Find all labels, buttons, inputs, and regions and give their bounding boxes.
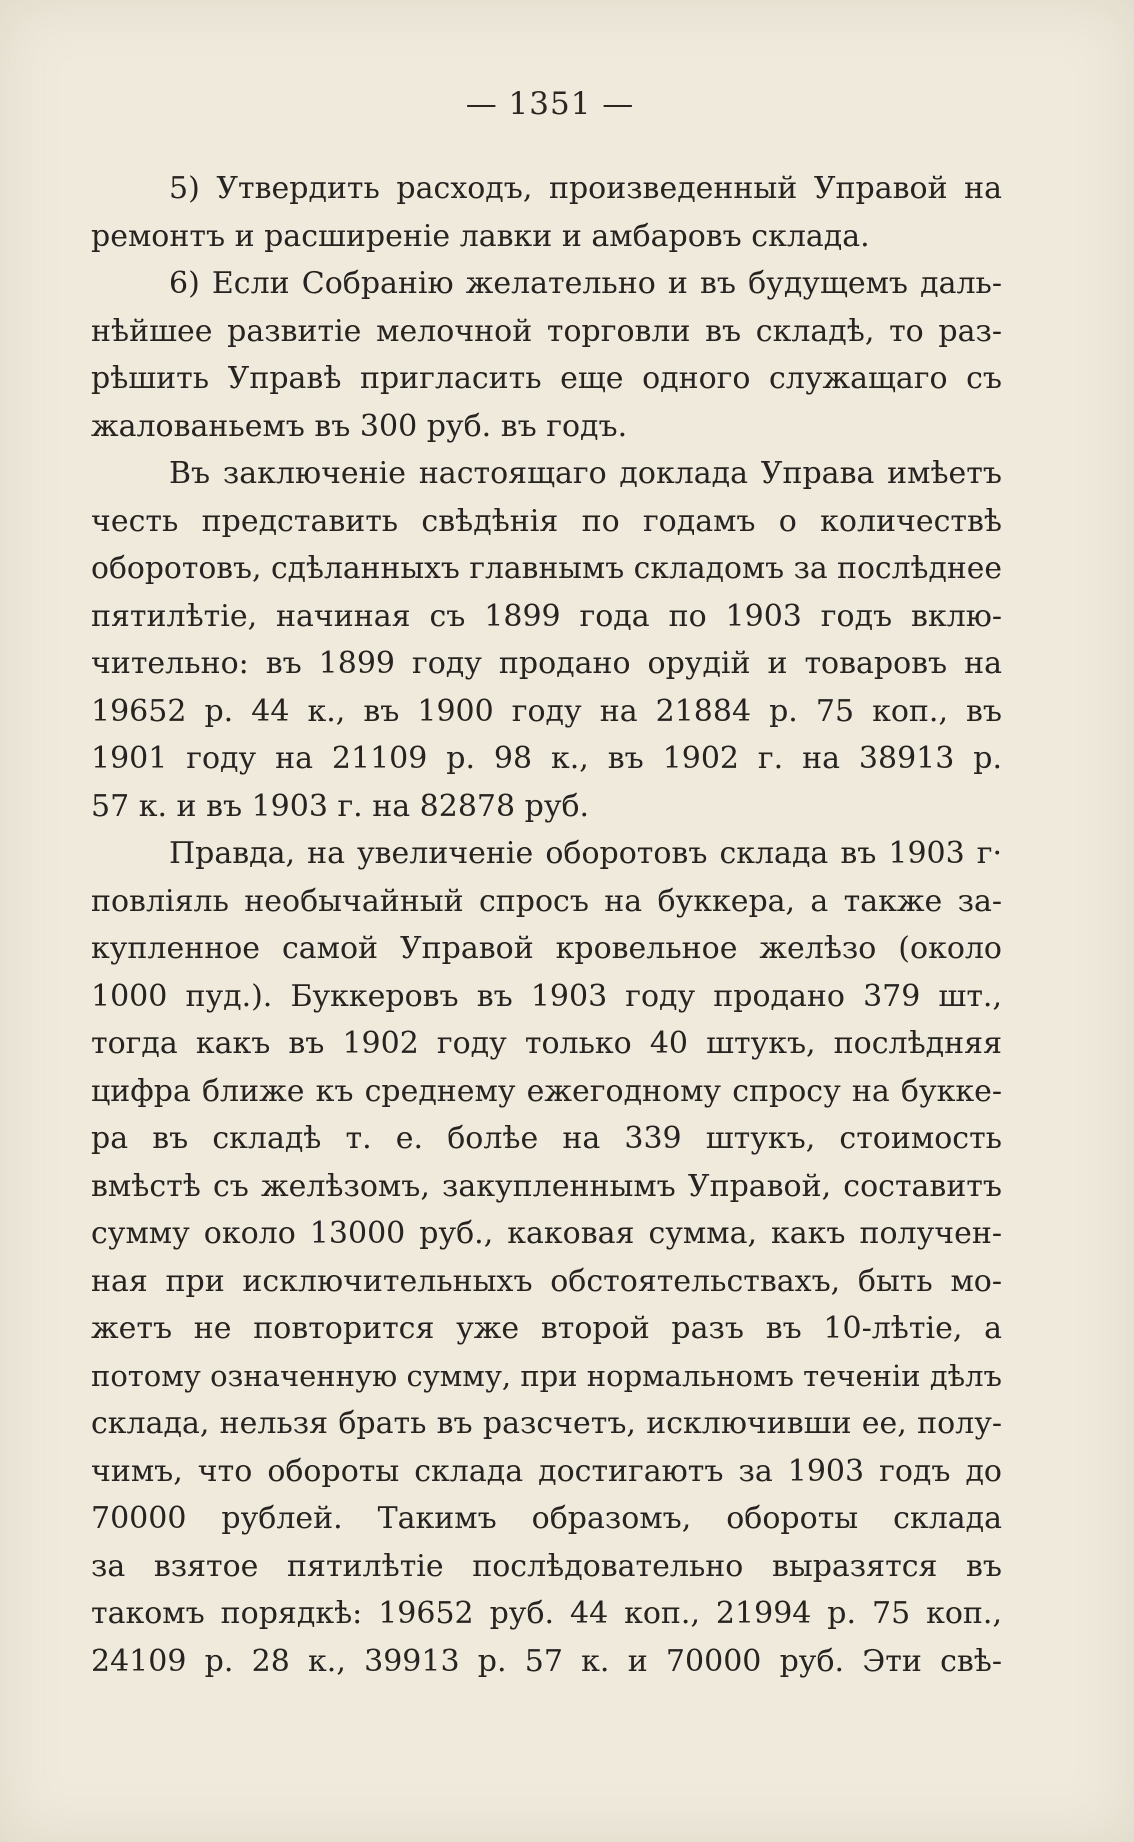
text-line: 24109 р. 28 к., 39913 р. 57 к. и 70000 руб. Эти свѣ- <box>91 1643 1002 1679</box>
text-line: 1901 году на 21109 р. 98 к., въ 1902 г. на 38913 р. <box>91 741 1002 776</box>
text-line: 5) Утвердить расходъ, произведенный Управой на <box>169 171 1002 206</box>
text-line: купленное самой Управой кровельное желѣзо (около <box>91 931 1002 966</box>
text-line: 6) Если Собранію желательно и въ будущемъ даль- <box>169 266 1002 301</box>
text-line: повліяль необычайный спросъ на буккера, а также за- <box>91 883 1002 919</box>
text-line: пятилѣтіе, начиная съ 1899 года по 1903 годъ вклю- <box>91 598 1002 634</box>
text-line: 70000 рублей. Такимъ образомъ, обороты склада <box>91 1501 1002 1536</box>
text-line: потому означенную сумму, при нормальномъ теченіи дѣлъ <box>91 1358 1002 1393</box>
text-line: склада, нельзя брать въ разсчетъ, исключивши ее, полу- <box>91 1406 1002 1441</box>
text-line: жалованьемъ въ 300 руб. въ годъ. <box>91 408 628 444</box>
text-line: цифра ближе къ среднему ежегодному спросу на букке- <box>91 1073 1002 1109</box>
text-line: 19652 р. 44 к., въ 1900 году на 21884 р. 75 коп., въ <box>91 693 1002 729</box>
text-line: Въ заключеніе настоящаго доклада Управа имѣетъ <box>169 456 1002 491</box>
text-line: тогда какъ въ 1902 году только 40 штукъ, послѣдняя <box>91 1026 1002 1061</box>
text-line: ремонтъ и расширеніе лавки и амбаровъ склада. <box>91 218 870 254</box>
text-line: рѣшить Управѣ пригласить еще одного служащаго съ <box>91 361 1002 396</box>
text-line: такомъ порядкѣ: 19652 руб. 44 коп., 21994 р. 75 коп., <box>91 1596 1002 1631</box>
text-line: ная при исключительныхъ обстоятельствахъ, быть мо- <box>91 1263 1002 1299</box>
text-line: чимъ, что обороты склада достигаютъ за 1903 годъ до <box>91 1453 1002 1489</box>
text-line: сумму около 13000 руб., каковая сумма, какъ получен- <box>91 1216 1002 1251</box>
text-line: 1000 пуд.). Буккеровъ въ 1903 году продано 379 шт., <box>91 978 1002 1014</box>
text-line: оборотовъ, сдѣланныхъ главнымъ складомъ за послѣднее <box>91 551 1002 586</box>
text-line: ра въ складѣ т. е. болѣе на 339 штукъ, стоимость <box>91 1121 1002 1156</box>
text-line: 57 к. и въ 1903 г. на 82878 руб. <box>91 788 590 824</box>
body-text <box>91 165 1002 1685</box>
text-line: за взятое пятилѣтіе послѣдовательно выразятся въ <box>91 1548 1002 1584</box>
text-line: честь представить свѣдѣнія по годамъ о количествѣ <box>91 503 1002 539</box>
text-line: Правда, на увеличеніе оборотовъ склада въ 1903 г· <box>169 836 1002 871</box>
text-line: вмѣстѣ съ желѣзомъ, закупленнымъ Управой, составитъ <box>91 1168 1002 1204</box>
text-line: чительно: въ 1899 году продано орудій и товаровъ на <box>91 646 1002 681</box>
page-number: — 1351 — <box>465 86 635 122</box>
text-line: жетъ не повторится уже второй разъ въ 10-лѣтіе, а <box>91 1311 1002 1346</box>
text-line: нѣйшее развитіе мелочной торговли въ складѣ, то раз- <box>91 313 1002 349</box>
